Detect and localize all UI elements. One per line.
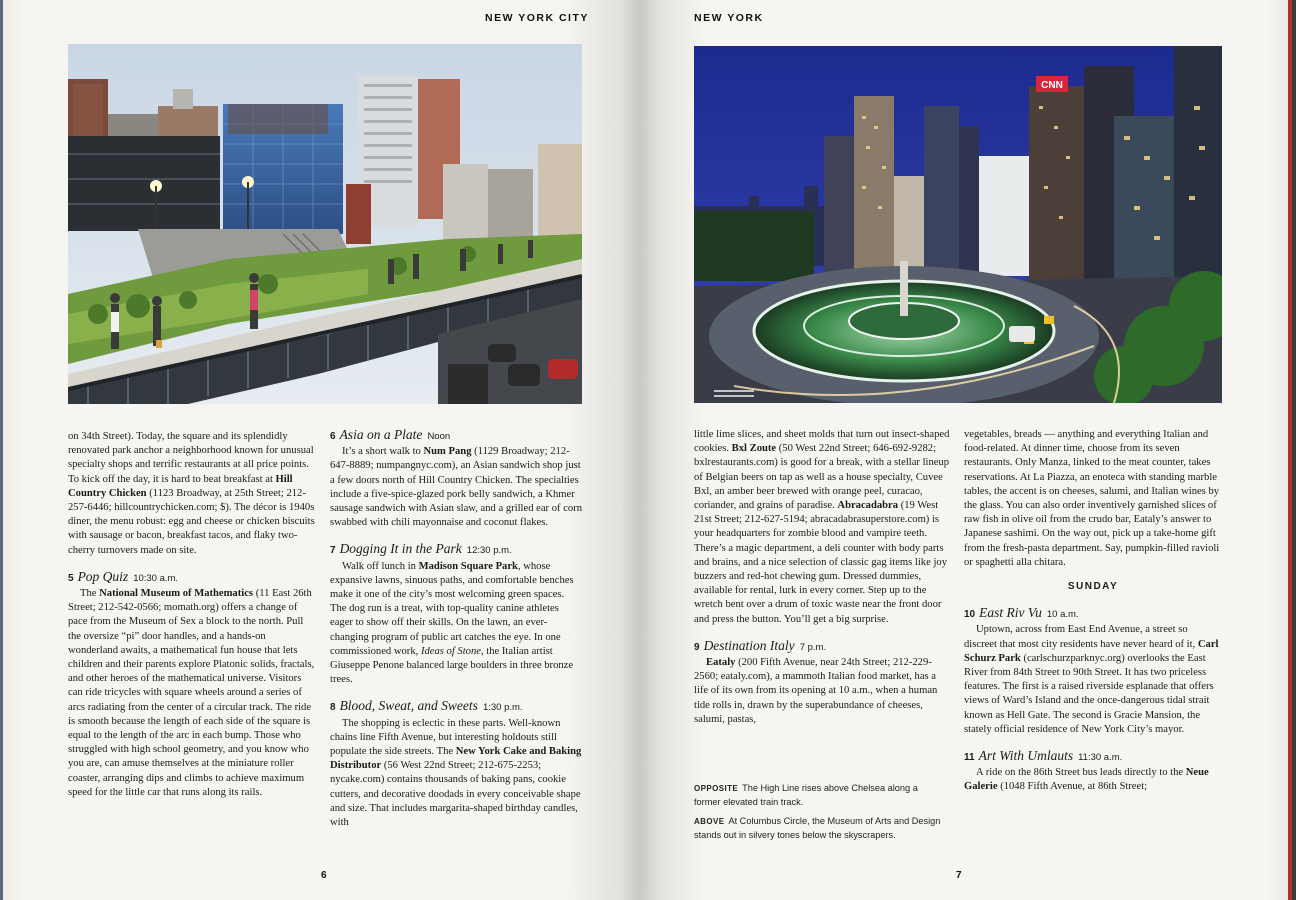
paragraph <box>68 430 315 558</box>
paragraph <box>694 656 950 727</box>
section-heading <box>68 570 315 586</box>
section-title: Destination Italy <box>703 637 795 653</box>
running-head: NEW YORK <box>694 12 764 24</box>
venue-name: Carl Schurz Park <box>964 638 1219 664</box>
section-heading <box>330 542 582 558</box>
photo-caption-above <box>694 815 956 841</box>
left-column-2 <box>330 428 582 830</box>
venue-name: Num Pang <box>423 446 472 458</box>
body-text: A ride on the 86th Street bus leads directly to the <box>976 767 1184 779</box>
body-text: Uptown, across from East End Avenue, a street so discreet that most city residents have never heard of it, <box>964 624 1196 650</box>
left-page <box>0 0 640 900</box>
page-number: 6 <box>321 870 327 881</box>
body-text: little lime slices, and sheet molds that turn out insect-shaped cookies. <box>694 429 950 455</box>
paragraph <box>964 766 1222 794</box>
body-text: (56 West 22nd Street; 212-675-2253; nycake.com) contains thousands of baking pans, cookie cutters, and decorative doodads in every conceivable shape and size. That includes margarita-shaped birthday candles, with <box>330 760 581 829</box>
page-edge <box>0 0 3 900</box>
body-text: , whose expansive lawns, sinuous paths, and comfortable benches make it one of the city’s most welcoming green spaces. The dog run is a treat, with top-quality canine athletes eager to show off their skills. On the lawn, an ever-changing program of public art catches the eye. In one commissioned work, <box>330 560 574 657</box>
section-title: Art With Umlauts <box>978 748 1074 764</box>
body-text: Walk off lunch in <box>342 560 416 572</box>
section-title: Pop Quiz <box>77 568 129 584</box>
venue-name: Neue Galerie <box>964 767 1209 793</box>
section-number: 6 <box>330 431 336 442</box>
body-text: (200 Fifth Avenue, near 24th Street; 212-229-2560; eataly.com), a mammoth Italian food market, has a life of its own from its opening at 10 a.m., when a human tide rolls in, drawn by the superabundance of cheeses, salumi, pastas, <box>694 657 938 725</box>
section-title: Dogging It in the Park <box>339 541 462 557</box>
venue-name: Abracadabra <box>837 500 899 512</box>
caption-tag: ABOVE <box>694 817 725 826</box>
section-number: 5 <box>68 572 74 584</box>
section-time: 7 p.m. <box>799 641 827 653</box>
body-text: (1048 Fifth Avenue, at 86th Street; <box>1000 781 1148 793</box>
body-text: on 34th Street). Today, the square and its splendidly renovated park anchor a neighborhood known for unusual specialty shops and terrific restaurants at all price points. To kick off the day, it is hard to beat breakfast at <box>68 431 314 485</box>
venue-name: Hill Country Chicken <box>68 473 293 499</box>
day-heading: SUNDAY <box>1067 581 1119 593</box>
venue-name: National Museum of Mathematics <box>99 588 254 600</box>
paragraph <box>330 445 582 530</box>
right-page <box>640 0 1292 900</box>
body-text: (1129 Broadway; 212-647-8889; numpangnyc.com), an Asian sandwich shop just a few doors north of Hill Country Chicken. The specialties include a five-spice-glazed pork belly sandwich, a Khmer sausage sandwich with Asian slaw, and a grilled ear of corn swabbed with chili mayonnaise and coconut flakes. <box>330 446 583 529</box>
body-text: (carlschurzparknyc.org) overlooks the East River from 84th Street to 90th Street. It has two priceless features. The first is a raised riverside esplanade that offers views of Ward’s Island and the once-dangerous tidal strait known as Hell Gate. The second is Gracie Mansion, the stately official residence of New York City’s mayor. <box>964 652 1214 735</box>
paragraph <box>330 717 582 831</box>
paragraph: vegetables, breads — anything and everything Italian and food-related. At dinner time, choose from its seven restaurants. Only Manza, linked to the meat counter, takes reservations. At La Piazza, an enoteca with standing marble tables, the accent is on cheeses, salumi, and Italian wines by the glass. You can also order inventively garnished slices of raw fish in olive oil from the crudo bar, Eataly’s answer to Japanese sashimi. On the way out, pick up a take-home gift from the fresh-pasta department. Say, pumpkin-filled ravioli or spaghetti alla chitara. <box>964 429 1220 568</box>
venue-name: Bxl Zoute <box>731 443 777 455</box>
body-text: (1123 Broadway, at 25th Street; 212-257-6446; hillcountrychicken.com; $). The décor is 1940s diner, the menu robust: egg and cheese or chicken biscuits with sausage or bacon, breakfast tacos, and flaky two-cherry turnovers made on site. <box>68 487 315 556</box>
left-column-1 <box>68 430 315 800</box>
right-column-2 <box>964 428 1222 795</box>
page-number: 7 <box>956 870 962 881</box>
section-title: East Riv Vu <box>979 605 1042 621</box>
body-text: The <box>80 588 97 600</box>
venue-name: Madison Square Park <box>418 560 518 572</box>
section-number: 9 <box>694 641 700 653</box>
section-number: 10 <box>964 609 976 621</box>
venue-name: Eataly <box>706 657 736 669</box>
section-time: 10:30 a.m. <box>133 572 179 584</box>
section-heading <box>964 749 1222 765</box>
section-time: 11:30 a.m. <box>1078 752 1123 764</box>
artwork-title: Ideas of Stone <box>420 645 481 657</box>
page-edge <box>1288 0 1292 900</box>
paragraph <box>330 560 582 688</box>
body-text: It’s a short walk to <box>342 446 421 458</box>
section-heading <box>330 428 582 444</box>
body-text: The shopping is eclectic in these parts. Well-known chains line Fifth Avenue, but interesting holdouts still populate the side streets. The <box>330 717 561 758</box>
venue-name: New York Cake and Baking Distributor <box>330 746 582 772</box>
section-number: 11 <box>964 752 975 764</box>
cnn-sign: CNN <box>1041 80 1063 91</box>
running-head: NEW YORK CITY <box>485 12 589 24</box>
right-column-1 <box>694 428 950 727</box>
paragraph <box>964 623 1222 737</box>
section-time: 10 a.m. <box>1046 609 1079 621</box>
columbus-circle-photo <box>694 46 1222 403</box>
high-line-photo <box>68 44 582 404</box>
body-text: (11 East 26th Street; 212-542-0566; momath.org) offers a change of pace from the Museum of Sex a block to the north. Pull the oversize “pi” door handles, and a hands-on wonderland awaits, a mathematical fun house that lets children and their parents explore Platonic solids, fractals, and other heroes of the mathematical universe. Visitors can ride tricycles with square wheels around a series of arcs radiating from the center of a circular track. The ride is smooth because the length of each side of the square is equal to the length of the arc in each bump. Those who struggled with high school geometry, and you know who you are, can amuse themselves at the miniature roller coaster, arranging dips and climbs to achieve maximum speed for the little car that runs along its rails. <box>68 588 315 798</box>
section-heading <box>964 606 1222 622</box>
body-text: (50 West 22nd Street; 646-692-9282; bxlrestaurants.com) is good for a break, with a stellar lineup of Belgian beers on tap as well as a house specialty, Cuvee Bxl, an amber beer brewed with orange peel, curacao, coriander, and grains of paradise. <box>694 443 950 512</box>
paragraph <box>68 587 315 800</box>
body-text: , the Italian artist Giuseppe Penone balanced large boulders in three bronze trees. <box>330 645 574 686</box>
caption-tag: OPPOSITE <box>694 784 739 793</box>
section-heading <box>694 639 950 655</box>
paragraph <box>694 428 950 627</box>
photo-caption-opposite <box>694 782 946 808</box>
body-text: (19 West 21st Street; 212-627-5194; abracadabrasuperstore.com) is your headquarters for zombie blood and vampire teeth. There’s a magic department, a deli counter with body parts and brains, and a nice selection of classic gag items like joy buzzers and red-hot chewing gum. Dressed dummies, available for rental, lurk in every corner. Step up to the wretch bent over a drum of toxic waste near the front door and press the button. You’ll get a big surprise. <box>694 500 947 625</box>
section-title: Blood, Sweat, and Sweets <box>339 698 478 714</box>
section-title: Asia on a Plate <box>339 427 423 442</box>
section-time: 1:30 p.m. <box>482 702 523 714</box>
section-time: 12:30 p.m. <box>466 545 512 557</box>
caption-text: The High Line rises above Chelsea along a former elevated train track. <box>694 783 918 807</box>
caption-text: At Columbus Circle, the Museum of Arts and Design stands out in silvery tones below the skyscrapers. <box>694 816 941 840</box>
section-number: 7 <box>330 545 336 557</box>
section-time: Noon <box>427 431 451 442</box>
section-heading <box>330 699 582 715</box>
section-number: 8 <box>330 702 336 714</box>
